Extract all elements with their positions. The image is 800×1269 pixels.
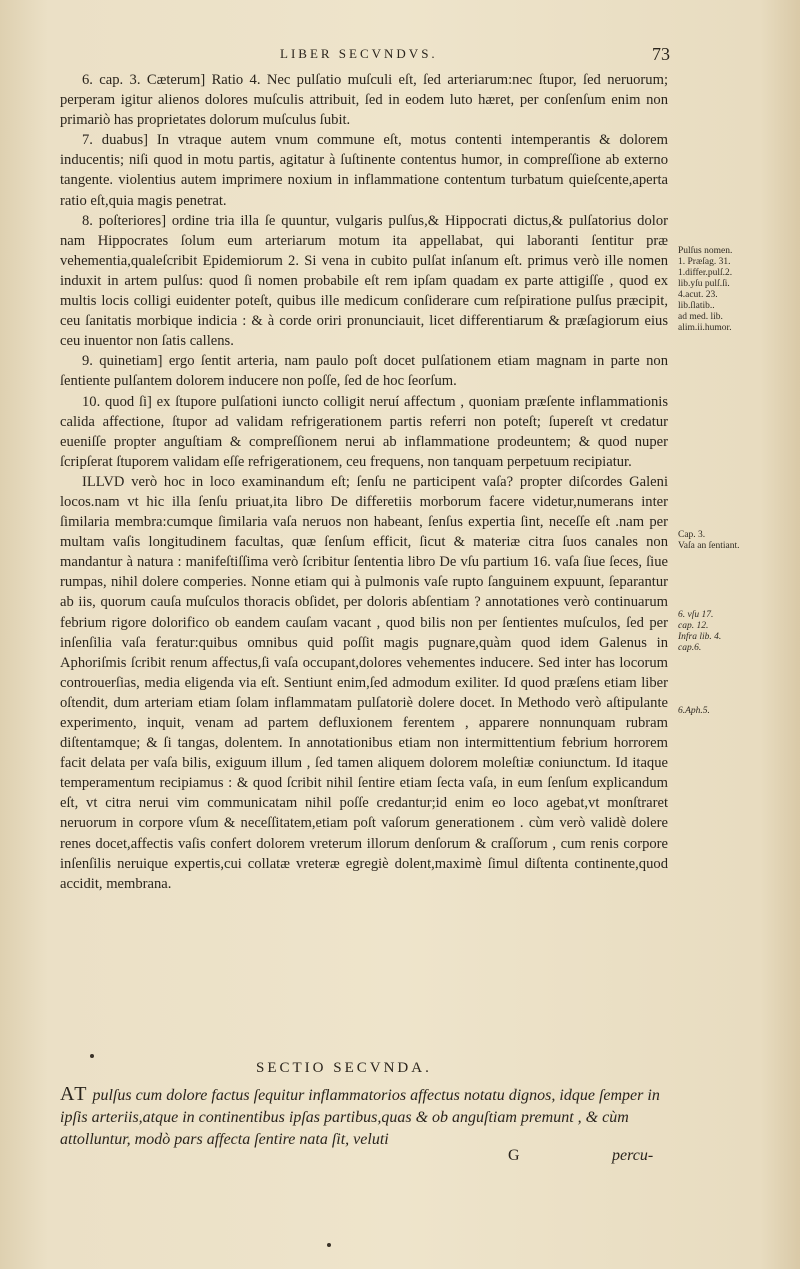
margin-line: alim.ii.humor. bbox=[678, 323, 732, 333]
margin-line: Pulſus nomen. bbox=[678, 246, 733, 256]
paragraph-note-9: 9. quinetiam] ergo ſentit arteria, nam paulo poſt docet pulſationem etiam magnam in parte non ſentiente pulſantem dolorem inducere non poſſe, ſed de hoc ſeorſum. bbox=[60, 353, 668, 390]
margin-line: cap. 12. bbox=[678, 621, 709, 631]
page-header bbox=[0, 46, 800, 68]
paragraph-note-6: 6. cap. 3. Cæterum] Ratio 4. Nec pulſatio muſculi eſt, ſed arteriarum:nec ſtupor, ſed neruorum; perperam igitur alienos dolores muſculis attribuit, ſed in eodem luto hæret, per conſenſum enim non primariò has proprietates dolorum muſculus ſubit. bbox=[60, 72, 668, 129]
margin-line: ad med. lib. bbox=[678, 312, 723, 322]
paragraph-note-8: 8. poſteriores] ordine tria illa ſe quuntur, vulgaris pulſus,& Hippocrati dictus,& pulſatorius dolor nam Hippocrates ſolum eum arteriarum motum ita appellabat, qui laboranti ſentitur præ vehementia,qualeſcribit Epidemiorum 2. Si vena in cubito pulſat inſanum eſt. primus verò ille nomen induxit in artem pulſus: quod ſi nomen probabile eſt rem ipſam quadam ex parte attigiſſe , quod ex multis locis colligi euidenter poteſt, quibus ille medicum conſiderare cum reſpiratione pulſus præcipit, ceu ſanitatis morbique indicia : & à corde oriri pronunciauit, licet differentiarum & præſagiorum eius ceu inuentor non ſatis callens. bbox=[60, 212, 668, 350]
section-body: pulſus cum dolore factus ſequitur inflammatorios affectus notatu dignos, idque ſemper in ipſis arteriis,atque in continentibus ipſas partibus,quas & ob anguſtiam premunt , & cùm attolluntur, modò pars affecta ſentire nata ſit, veluti bbox=[60, 1087, 660, 1148]
margin-note-aph bbox=[678, 706, 768, 717]
ink-speck bbox=[327, 1243, 331, 1247]
margin-note-vsu bbox=[678, 610, 768, 654]
margin-line: lib.yſu pulſ.ſi. bbox=[678, 279, 730, 289]
margin-line: Infra lib. 4. bbox=[678, 632, 722, 642]
signature-mark: G bbox=[508, 1147, 520, 1164]
margin-line: lib.ſlatib.. bbox=[678, 301, 715, 311]
section-dropcap: AT bbox=[60, 1083, 89, 1105]
page-footer bbox=[0, 1147, 800, 1171]
margin-line: Vaſa an ſentiant. bbox=[678, 541, 740, 551]
ink-speck bbox=[90, 1054, 94, 1058]
paragraph-note-10: 10. quod ſi] ex ſtupore pulſationi iuncto colligit neruí affectum , quoniam præſente inflammationis calida affectione, ſtupor ad validam refrigerationem partis referri non poteſt; ſupereſt vt credatur eueniſſe propter anguſtiam & compreſſionem nerui ab inflammatione prodeuntem; & quod nuper ſcripſerat ſtuporem validam eſſe refrigerationem, ceu frequens, non tanquam perpetuum recipiatur. bbox=[60, 393, 668, 470]
margin-line: 4.acut. 23. bbox=[678, 290, 718, 300]
margin-line: 6. vſu 17. bbox=[678, 610, 714, 620]
running-title: LIBER SECVNDVS. bbox=[280, 46, 438, 61]
margin-note-vasa bbox=[678, 530, 768, 552]
margin-line: Cap. 3. bbox=[678, 530, 706, 540]
margin-line: 1.differ.pulſ.2. bbox=[678, 268, 733, 278]
main-text bbox=[60, 70, 668, 894]
paragraph-note-7: 7. duabus] In vtraque autem vnum commune eſt, motus contenti intemperantis & dolorem inducentis; niſi quod in motu partis, agitatur à ſuſtinente contentus humor, in compreſſione ab externo tangente. violentius autem imprimere noxium in inflammatione contentum turbatum quieſcente,aperta ratio eſt,quia magis penetrat. bbox=[60, 132, 668, 209]
margin-line: cap.6. bbox=[678, 643, 702, 653]
catchword: percu- bbox=[612, 1147, 654, 1164]
section-text bbox=[60, 1083, 672, 1151]
margin-line: 1. Præſag. 31. bbox=[678, 257, 731, 267]
margin-note-pulsus-nomen bbox=[678, 246, 768, 334]
section-heading: SECTIO SECVNDA. bbox=[256, 1060, 432, 1076]
page-number: 73 bbox=[652, 44, 670, 64]
paragraph-illud: ILLVD verò hoc in loco examinandum eſt; ſenſu ne participent vaſa? propter diſcordes Galeni locos.nam vt hic illa ſenſu priuat,ita libro De differetiis morborum facere videtur,numerans inter ſimilaria membra:cumque ſimilaria vaſa neruos non habeant, ſenſus expertia ſint, neceſſe eſt .nam per multam vaſis longitudinem facultas, quæ ſenſum efficit, ſicut & materiæ citra ſuos canales non mandantur à natura : manifeſtiſſima verò ſcribitur ſententia libro De vſu partium 16. vaſa ſiue ſeces, ſiue rumpas, nihil dolere comperies. Nonne etiam qui à pulmonis vaſe rupto ſanguinem expuunt, ſeparantur ab iis, quorum cauſa muſculos thoracis obſidet, per doloris abſentiam ? annotationes verò continuarum febrium rigore dolorifico ob eandem cauſam vacant , quod bilis non per ſentientes muſculos, ſed per inſenſilia vaſa feratur:quibus omnibus quid poſſit magis pugnare,quàm quod idem Galenus in Aphoriſmis ſcribit renum affectus,ſi vaſa occupant,dolores vehementes inducere. Sed inter has locorum controuerſias, media eligenda via eſt. Sentiunt enim,ſed admodum exiliter. Id quod præſens etiam liber oſtendit, dum arteriam etiam ſolam inflammatam pulſatoriè dolere docet. In Methodo verò aſtipulante experimento, inquit, venam ad partem defluxionem ferentem , apparere nonnunquam rubram diſtentamque; & ſi tangas, dolentem. In annotationibus etiam non intermittentium febrium horrorem facit delata per vaſa bilis, exiguum illum , ſed tamen aliquem dolorem moleſtiæ coniunctum. Id itaque temperamentum recipiamus : & quod ſcribit nihil ſentire etiam ſecta vaſa, in eum ſenſum explicandum eſt, vt citra nerui vim communicatam nihil poſſe credantur;id enim eo loco agebat,vt monſtraret neruorum in corpore vſum & neceſſitatem,etiam poſt vaſorum generationem . cùm verò validè dolere renes docet,affectis vaſis confert dolorem vreterum illorum denſorum & craſſorum , cum renis corpore inſenſilis neruique expertis,cui collatæ vreteræ egregiè dolent,maximè ſimul diſtenta continente,quod accidit, membrana. bbox=[60, 473, 668, 892]
margin-line: 6.Aph.5. bbox=[678, 706, 710, 716]
